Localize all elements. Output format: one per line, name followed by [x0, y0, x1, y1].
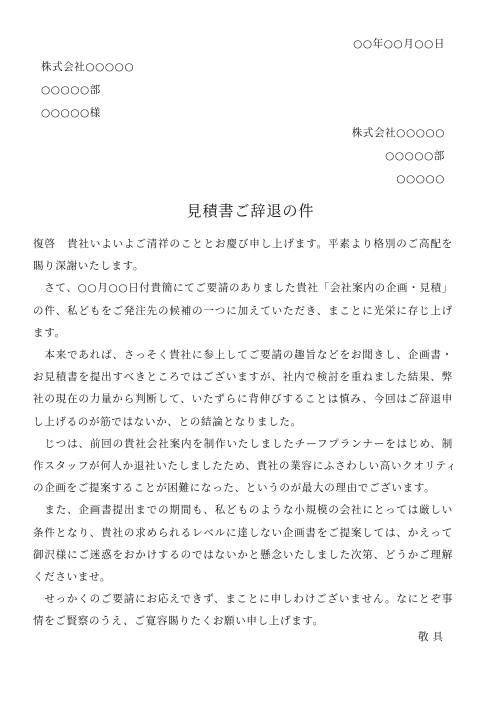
body-paragraph: [33, 499, 453, 588]
sender-department: ○○○○○部: [385, 150, 445, 162]
body-line: くださいませ。: [33, 571, 112, 584]
body-line: また、企画書提出までの期間も、私どものような小規模の会社にとっては厳しい: [33, 504, 453, 517]
body-line: の件、私どもをご発注先の候補の一つに加えていただき、まことに光栄に存じ上げ: [33, 304, 453, 317]
body-paragraph: [33, 233, 453, 277]
closing-phrase: 敬具: [418, 631, 447, 643]
recipient-name: ○○○○○様: [41, 107, 101, 119]
letter-title: 見積書ご辞退の件: [186, 202, 315, 220]
recipient-department: ○○○○○部: [41, 84, 101, 96]
body-line: 作スタッフが何人か退社いたしましたため、貴社の業容にふさわしい高いクオリティ: [33, 460, 458, 473]
body-paragraph: [33, 433, 458, 500]
body-line: 復啓 貴社いよいよご清祥のこととお慶び申し上げます。平素より格別のご高配を: [33, 238, 453, 250]
body-line: 賜り深謝いたします。: [33, 260, 145, 273]
body-line: ます。: [33, 326, 66, 339]
body-line: の企画をご提案することが困難になった、というのが最大の理由でございます。: [33, 482, 436, 495]
body-line: 情をご賢察のうえ、ご寛容賜りたくお願い申し上げます。: [33, 615, 324, 628]
letter-date: ○○年○○月○○日: [353, 38, 445, 50]
body-line: じつは、前回の貴社会社案内を制作いたしましたチーフプランナーをはじめ、制: [33, 437, 453, 450]
body-paragraph: [33, 344, 453, 433]
body-line: 社の現在の力量から判断して、いたずらに背伸びすることは慎み、今回はご辞退申: [33, 393, 453, 406]
body-line: し上げるのが筋ではないか、との結論となりました。: [33, 415, 302, 428]
body-line: 御沢様にご迷惑をおかけするのではないかと懸念いたしました次第、どうかご理解: [33, 548, 453, 561]
sender-company: 株式会社○○○○○: [351, 127, 445, 139]
sender-name: ○○○○○: [396, 173, 445, 185]
body-line: 本来であれば、さっそく貴社に参上してご要請の趣旨などをお聞きし、企画書・: [33, 349, 453, 362]
body-paragraph: [33, 277, 453, 344]
body-paragraph: [33, 588, 453, 632]
body-line: 条件となり、貴社の求められるレベルに達しない企画書をご提案しては、かえって: [33, 526, 453, 539]
body-line: さて、○○月○○日付貴簡にてご要請のありました貴社「会社案内の企画・見積」: [33, 282, 454, 295]
body-line: お見積書を提出すべきところではございますが、社内で検討を重ねました結果、弊: [33, 371, 453, 384]
recipient-company: 株式会社○○○○○: [41, 61, 135, 73]
letter-body: [33, 233, 458, 633]
body-line: せっかくのご要請にお応えできず、まことに申しわけございません。なにとぞ事: [33, 593, 453, 606]
